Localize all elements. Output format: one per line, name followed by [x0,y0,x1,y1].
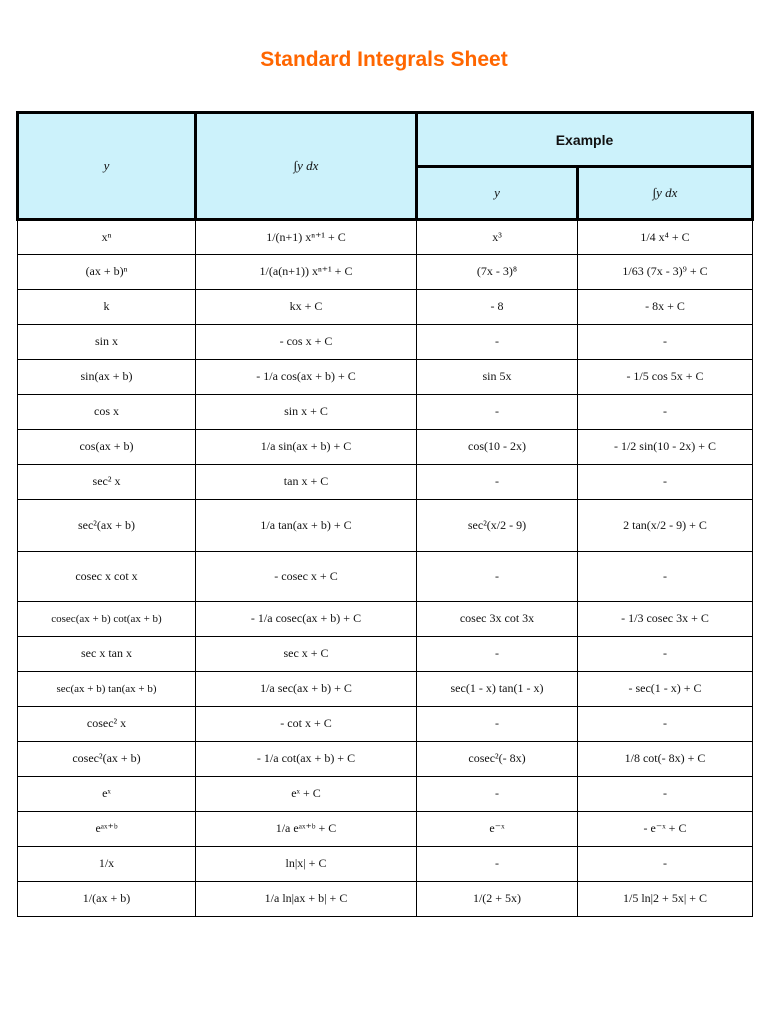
y-cell: sin(ax + b) [18,360,196,395]
example-integral-cell: - [578,707,753,742]
example-integral-cell: - [578,847,753,882]
table-row [18,742,753,777]
example-integral-cell: - 1/5 cos 5x + C [578,360,753,395]
y-cell: 1/(ax + b) [18,882,196,917]
table-row [18,360,753,395]
integral-cell: - 1/a cot(ax + b) + C [196,742,417,777]
example-integral-cell: 1/8 cot(- 8x) + C [578,742,753,777]
table-row [18,500,753,552]
example-y-cell: cosec²(- 8x) [417,742,578,777]
example-y-cell: - [417,847,578,882]
table-row [18,465,753,500]
example-integral-cell: 1/4 x⁴ + C [578,220,753,255]
y-cell: eˣ [18,777,196,812]
y-cell: sin x [18,325,196,360]
page-title: Standard Integrals Sheet [260,48,508,71]
example-y-cell: - [417,552,578,602]
example-integral-cell: - [578,465,753,500]
integral-cell: ln|x| + C [196,847,417,882]
integral-cell: tan x + C [196,465,417,500]
example-y-cell: e⁻ˣ [417,812,578,847]
table-row [18,672,753,707]
y-cell: cosec x cot x [18,552,196,602]
y-cell: eᵃˣ⁺ᵇ [18,812,196,847]
y-cell: sec(ax + b) tan(ax + b) [18,672,196,707]
integral-cell: kx + C [196,290,417,325]
example-y-cell: sin 5x [417,360,578,395]
example-integral-cell: - 8x + C [578,290,753,325]
integral-cell: - cot x + C [196,707,417,742]
integral-cell: - cos x + C [196,325,417,360]
header-example-y: y [417,167,578,220]
y-cell: sec x tan x [18,637,196,672]
integral-cell: 1/a sin(ax + b) + C [196,430,417,465]
integral-cell: 1/a sec(ax + b) + C [196,672,417,707]
example-integral-cell: - 1/2 sin(10 - 2x) + C [578,430,753,465]
example-integral-cell: - 1/3 cosec 3x + C [578,602,753,637]
example-y-cell: - [417,465,578,500]
example-y-cell: - [417,707,578,742]
example-integral-cell: 2 tan(x/2 - 9) + C [578,500,753,552]
header-example-integral: ∫y dx [578,167,753,220]
example-y-cell: sec(1 - x) tan(1 - x) [417,672,578,707]
table-row [18,395,753,430]
table-row [18,255,753,290]
y-cell: (ax + b)ⁿ [18,255,196,290]
example-y-cell: x³ [417,220,578,255]
table-row [18,430,753,465]
y-cell: cosec²(ax + b) [18,742,196,777]
example-integral-cell: - [578,637,753,672]
integral-cell: - 1/a cosec(ax + b) + C [196,602,417,637]
table-row [18,777,753,812]
example-integral-cell: 1/5 ln|2 + 5x| + C [578,882,753,917]
table-row [18,325,753,360]
integrals-table [16,111,754,917]
integral-cell: sec x + C [196,637,417,672]
example-integral-cell: - e⁻ˣ + C [578,812,753,847]
header-example: Example [417,113,753,167]
table-row [18,882,753,917]
table-row [18,637,753,672]
header-integral: ∫y dx [196,113,417,220]
example-y-cell: cos(10 - 2x) [417,430,578,465]
example-y-cell: - [417,395,578,430]
integral-cell: 1/a eᵃˣ⁺ᵇ + C [196,812,417,847]
integral-cell: 1/a tan(ax + b) + C [196,500,417,552]
example-y-cell: - [417,777,578,812]
example-y-cell: cosec 3x cot 3x [417,602,578,637]
table-row [18,290,753,325]
integral-cell: sin x + C [196,395,417,430]
table-row [18,552,753,602]
table-row [18,602,753,637]
example-integral-cell: - [578,777,753,812]
example-y-cell: - 8 [417,290,578,325]
example-y-cell: (7x - 3)⁸ [417,255,578,290]
integral-cell: 1/a ln|ax + b| + C [196,882,417,917]
y-cell: 1/x [18,847,196,882]
integral-cell: - 1/a cos(ax + b) + C [196,360,417,395]
y-cell: xⁿ [18,220,196,255]
example-y-cell: 1/(2 + 5x) [417,882,578,917]
table-row [18,707,753,742]
header-y: y [18,113,196,220]
y-cell: cos(ax + b) [18,430,196,465]
table-row [18,847,753,882]
table-row [18,220,753,255]
integral-cell: 1/(a(n+1)) xⁿ⁺¹ + C [196,255,417,290]
y-cell: cosec² x [18,707,196,742]
example-y-cell: sec²(x/2 - 9) [417,500,578,552]
example-integral-cell: - sec(1 - x) + C [578,672,753,707]
example-integral-cell: 1/63 (7x - 3)⁹ + C [578,255,753,290]
integral-cell: - cosec x + C [196,552,417,602]
example-y-cell: - [417,325,578,360]
integral-cell: 1/(n+1) xⁿ⁺¹ + C [196,220,417,255]
y-cell: cosec(ax + b) cot(ax + b) [18,602,196,637]
example-y-cell: - [417,637,578,672]
example-integral-cell: - [578,395,753,430]
integral-cell: eˣ + C [196,777,417,812]
y-cell: k [18,290,196,325]
y-cell: sec²(ax + b) [18,500,196,552]
example-integral-cell: - [578,552,753,602]
y-cell: sec² x [18,465,196,500]
table-row [18,812,753,847]
y-cell: cos x [18,395,196,430]
example-integral-cell: - [578,325,753,360]
